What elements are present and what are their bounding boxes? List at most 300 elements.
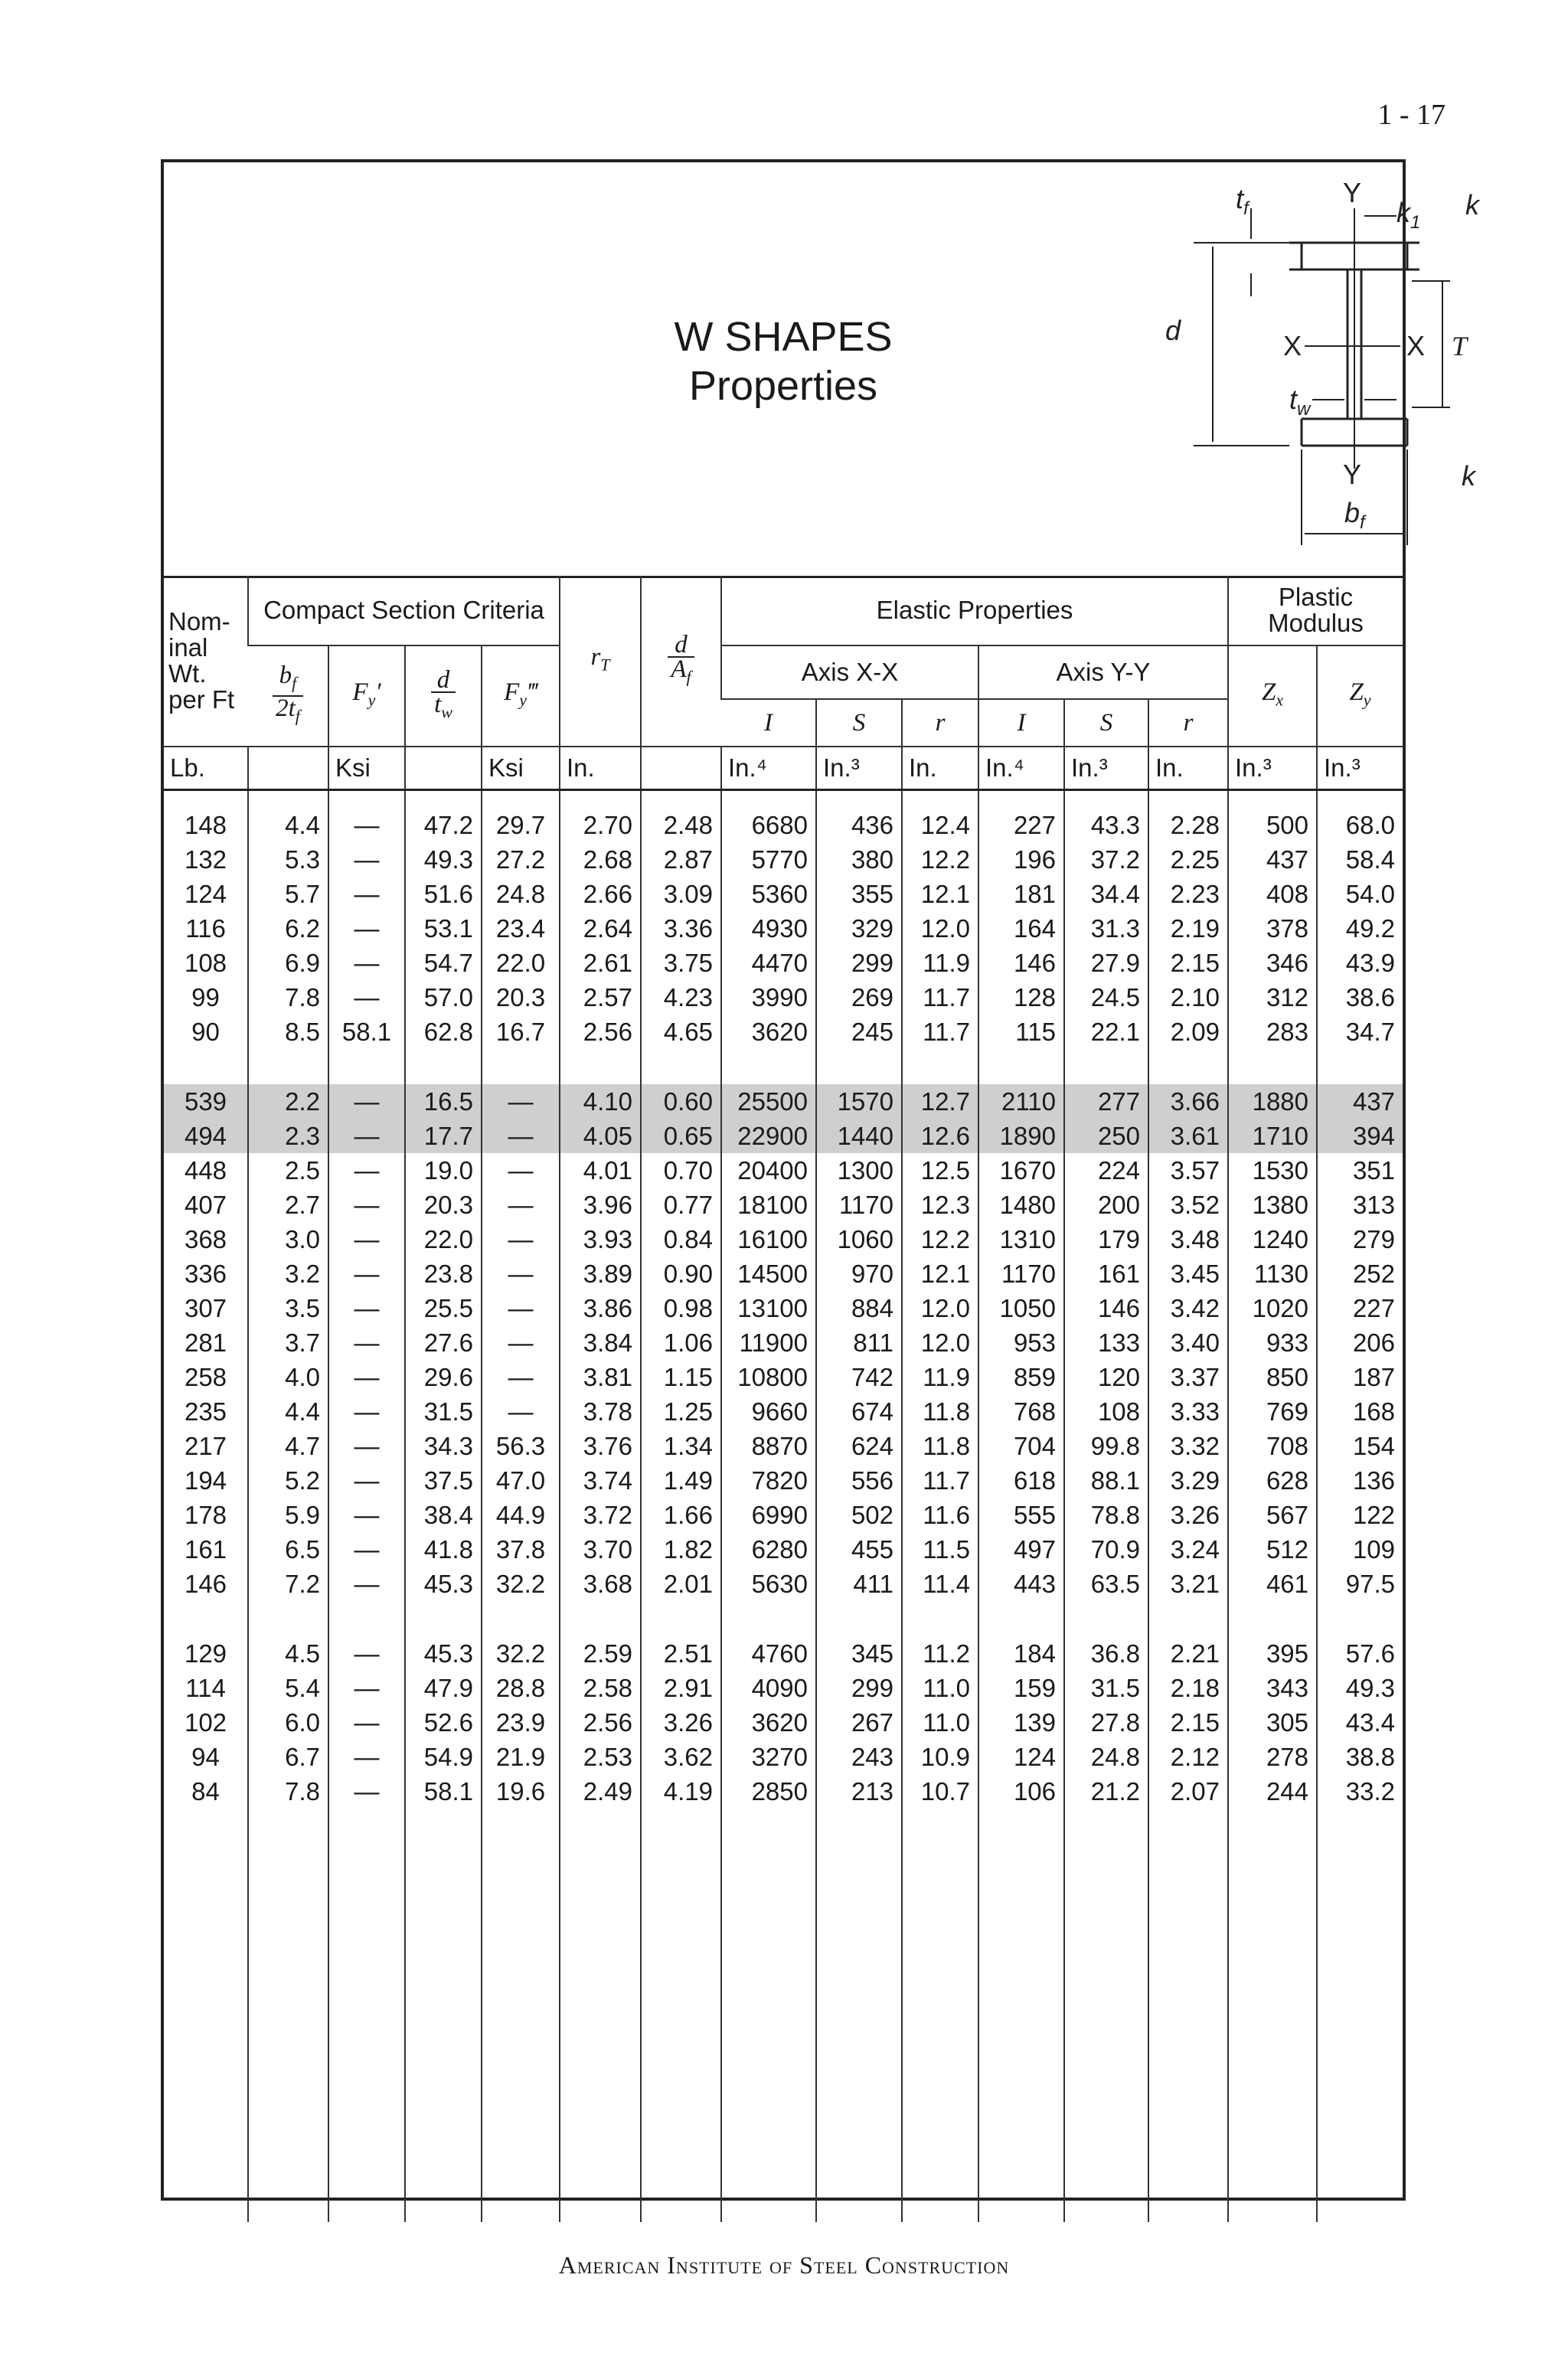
table-cell: 2.56 (560, 1015, 641, 1049)
table-cell: — (328, 1671, 405, 1705)
page-number: 1 - 17 (1377, 99, 1446, 131)
table-cell: 18100 (721, 1188, 816, 1222)
table-cell: 78.8 (1064, 1498, 1148, 1532)
table-cell: 179 (1064, 1222, 1148, 1257)
table-cell: 269 (816, 980, 902, 1015)
table-cell: 146 (978, 946, 1064, 980)
table-cell: 8870 (721, 1429, 816, 1463)
table-cell: 3.78 (560, 1394, 641, 1429)
table-cell: 3.61 (1148, 1119, 1228, 1153)
table-cell: 2.3 (248, 1119, 328, 1153)
table-cell: — (482, 1188, 560, 1222)
table-cell: 500 (1228, 790, 1317, 843)
table-row (164, 1084, 1403, 1119)
table-cell: 38.8 (1317, 1740, 1403, 1774)
table-cell: 2.87 (641, 842, 721, 877)
table-cell: — (328, 877, 405, 911)
table-cell: 27.8 (1064, 1705, 1148, 1740)
table-cell: 99 (191, 982, 220, 1011)
table-cell: 1.25 (641, 1394, 721, 1429)
table-cell: 1.49 (641, 1463, 721, 1498)
table-cell: — (482, 1153, 560, 1188)
table-cell: 148 (184, 810, 227, 839)
table-cell: 7.2 (248, 1567, 328, 1601)
table-cell: 235 (184, 1397, 227, 1426)
table-cell: 408 (1228, 877, 1317, 911)
table-cell: 555 (978, 1498, 1064, 1532)
table-row (164, 1705, 1403, 1740)
table-cell: 624 (816, 1429, 902, 1463)
table-cell: 12.7 (902, 1084, 978, 1119)
table-cell: 312 (1228, 980, 1317, 1015)
table-cell: 90 (191, 1017, 220, 1046)
table-cell: 2.09 (1148, 1015, 1228, 1049)
table-cell: — (328, 1084, 405, 1119)
table-cell: 58.1 (328, 1015, 405, 1049)
table-cell: 3.42 (1148, 1291, 1228, 1325)
w-shape-section-diagram (983, 162, 1479, 576)
table-cell: 4.65 (641, 1015, 721, 1049)
table-cell: 299 (816, 1671, 902, 1705)
table-cell: 3.0 (248, 1222, 328, 1257)
fy-triple-prime-header: $F_y‴$ (482, 645, 560, 747)
table-cell: 6280 (721, 1532, 816, 1567)
table-cell: 2.18 (1148, 1671, 1228, 1705)
table-cell: 224 (1064, 1153, 1148, 1188)
table-cell: 12.4 (902, 790, 978, 843)
table-cell: 37.5 (405, 1463, 482, 1498)
table-cell: 43.3 (1064, 790, 1148, 843)
table-cell: 1.82 (641, 1532, 721, 1567)
table-cell: 58.4 (1317, 842, 1403, 877)
table-cell: 2.01 (641, 1567, 721, 1601)
table-cell: 213 (816, 1774, 902, 1809)
table-cell: — (482, 1360, 560, 1394)
x-label-right: X (1406, 330, 1426, 361)
table-cell: 1060 (816, 1222, 902, 1257)
table-cell: 56.3 (482, 1429, 560, 1463)
table-cell: 618 (978, 1463, 1064, 1498)
table-cell: 283 (1228, 1015, 1317, 1049)
table-cell: 17.7 (405, 1119, 482, 1153)
table-cell: 3.93 (560, 1222, 641, 1257)
table-cell: 411 (816, 1567, 902, 1601)
table-cell: — (482, 1394, 560, 1429)
table-cell: — (328, 946, 405, 980)
table-cell: 351 (1317, 1153, 1403, 1188)
table-cell: 708 (1228, 1429, 1317, 1463)
table-cell: 168 (1317, 1394, 1403, 1429)
table-cell: 12.3 (902, 1188, 978, 1222)
table-cell: 21.2 (1064, 1774, 1148, 1809)
table-cell: 3.74 (560, 1463, 641, 1498)
table-cell: 4470 (721, 946, 816, 980)
table-cell: 49.2 (1317, 911, 1403, 946)
header-row-1 (164, 576, 1403, 645)
table-cell: 12.0 (902, 911, 978, 946)
table-cell: 129 (184, 1639, 227, 1668)
table-row (164, 1740, 1403, 1774)
table-cell: 345 (816, 1636, 902, 1671)
table-cell: 11.7 (902, 1015, 978, 1049)
table-cell: 34.3 (405, 1429, 482, 1463)
nominal-weight-header: Nom- inal Wt. per Ft (164, 576, 248, 747)
table-cell: — (328, 1740, 405, 1774)
table-cell: 6680 (721, 790, 816, 843)
table-cell: 3.21 (1148, 1567, 1228, 1601)
table-cell: 11900 (721, 1325, 816, 1360)
table-cell: 94 (191, 1742, 220, 1771)
table-cell: 36.8 (1064, 1636, 1148, 1671)
unit-cell: In.⁴ (721, 747, 816, 790)
sx-header: S (816, 699, 902, 747)
table-cell: 34.7 (1317, 1015, 1403, 1049)
table-row (164, 1119, 1403, 1153)
table-cell: 2.57 (560, 980, 641, 1015)
table-cell: 49.3 (405, 842, 482, 877)
table-cell: 45.3 (405, 1567, 482, 1601)
group-separator (164, 1049, 1403, 1084)
table-cell: — (328, 1532, 405, 1567)
header-row-2 (164, 645, 1403, 699)
table-cell: 3.5 (248, 1291, 328, 1325)
table-cell: 2850 (721, 1774, 816, 1809)
table-cell: 4.4 (248, 1394, 328, 1429)
table-cell: 5360 (721, 877, 816, 911)
table-cell: 3.75 (641, 946, 721, 980)
table-cell: 88.1 (1064, 1463, 1148, 1498)
table-cell: — (482, 1325, 560, 1360)
table-cell: 5630 (721, 1567, 816, 1601)
table-cell: — (328, 911, 405, 946)
table-cell: 133 (1064, 1325, 1148, 1360)
tw-label: $t_w$ (1289, 384, 1311, 420)
table-cell: 16.7 (482, 1015, 560, 1049)
table-cell: 11.2 (902, 1636, 978, 1671)
table-cell: — (328, 1394, 405, 1429)
table-cell: 47.0 (482, 1463, 560, 1498)
table-cell: 51.6 (405, 877, 482, 911)
y-label-bottom: Y (1343, 459, 1362, 490)
table-cell: 4760 (721, 1636, 816, 1671)
table-row (164, 1222, 1403, 1257)
table-cell: 2.2 (248, 1084, 328, 1119)
table-cell: 227 (1317, 1291, 1403, 1325)
unit-cell: In. (902, 747, 978, 790)
table-cell: 19.6 (482, 1774, 560, 1809)
table-cell: 11.7 (902, 1463, 978, 1498)
table-cell: 0.90 (641, 1257, 721, 1291)
table-cell: 243 (816, 1740, 902, 1774)
table-cell: 4.0 (248, 1360, 328, 1394)
table-cell: 27.2 (482, 842, 560, 877)
table-cell: 1050 (978, 1291, 1064, 1325)
table-cell: 1890 (978, 1119, 1064, 1153)
table-cell: — (328, 1774, 405, 1809)
axis-yy-header: Axis Y-Y (978, 645, 1228, 699)
unit-cell: In.³ (1064, 747, 1148, 790)
table-cell: 34.4 (1064, 877, 1148, 911)
table-cell: 704 (978, 1429, 1064, 1463)
table-cell: — (328, 1325, 405, 1360)
table-cell: 2.10 (1148, 980, 1228, 1015)
table-cell: 10.9 (902, 1740, 978, 1774)
table-cell: 769 (1228, 1394, 1317, 1429)
table-cell: 47.9 (405, 1671, 482, 1705)
table-row (164, 1394, 1403, 1429)
table-cell: 0.65 (641, 1119, 721, 1153)
table-cell: 258 (184, 1362, 227, 1391)
table-cell: 2.49 (560, 1774, 641, 1809)
table-cell: 57.0 (405, 980, 482, 1015)
table-cell: 5.2 (248, 1463, 328, 1498)
table-cell: 196 (978, 842, 1064, 877)
table-cell: 2.91 (641, 1671, 721, 1705)
table-cell: 25500 (721, 1084, 816, 1119)
axis-xx-header: Axis X-X (721, 645, 978, 699)
table-cell: 281 (184, 1328, 227, 1357)
table-cell: 37.2 (1064, 842, 1148, 877)
table-cell: — (482, 1084, 560, 1119)
table-cell: 455 (816, 1532, 902, 1567)
table-cell: 2.5 (248, 1153, 328, 1188)
table-cell: 2.70 (560, 790, 641, 843)
table-cell: 178 (184, 1500, 227, 1529)
table-cell: 1710 (1228, 1119, 1317, 1153)
table-cell: 6.9 (248, 946, 328, 980)
table-cell: — (328, 1222, 405, 1257)
table-cell: 1130 (1228, 1257, 1317, 1291)
table-cell: — (328, 980, 405, 1015)
compact-section-criteria-header: Compact Section Criteria (248, 576, 560, 645)
table-cell: 7820 (721, 1463, 816, 1498)
table-cell: 278 (1228, 1740, 1317, 1774)
table-cell: 11.8 (902, 1429, 978, 1463)
table-cell: 267 (816, 1705, 902, 1740)
table-cell: 0.70 (641, 1153, 721, 1188)
table-cell: 0.60 (641, 1084, 721, 1119)
table-cell: — (328, 1257, 405, 1291)
table-cell: 122 (1317, 1498, 1403, 1532)
table-cell: 12.0 (902, 1291, 978, 1325)
table-cell: 164 (978, 911, 1064, 946)
table-cell: 933 (1228, 1325, 1317, 1360)
table-row (164, 1257, 1403, 1291)
table-cell: 3.29 (1148, 1463, 1228, 1498)
table-cell: 31.5 (405, 1394, 482, 1429)
table-cell: 16100 (721, 1222, 816, 1257)
table-cell: 4.05 (560, 1119, 641, 1153)
iy-header: I (978, 699, 1064, 747)
table-cell: 3.24 (1148, 1532, 1228, 1567)
table-cell: 5.7 (248, 877, 328, 911)
table-cell: 1570 (816, 1084, 902, 1119)
table-cell: 6.7 (248, 1740, 328, 1774)
table-cell: 1020 (1228, 1291, 1317, 1325)
plastic-modulus-header: Plastic Modulus (1228, 576, 1403, 645)
table-cell: 245 (816, 1015, 902, 1049)
table-cell: — (482, 1119, 560, 1153)
table-cell: 3.40 (1148, 1325, 1228, 1360)
table-cell: 539 (164, 1084, 248, 1119)
table-cell: 23.8 (405, 1257, 482, 1291)
table-cell: 380 (816, 842, 902, 877)
table-cell: 6990 (721, 1498, 816, 1532)
table-cell: 244 (1228, 1774, 1317, 1809)
table-cell: 3.09 (641, 877, 721, 911)
table-cell: 11.4 (902, 1567, 978, 1601)
table-cell: 3.57 (1148, 1153, 1228, 1188)
table-row (164, 1153, 1403, 1188)
table-cell: 313 (1317, 1188, 1403, 1222)
table-cell: 1530 (1228, 1153, 1317, 1188)
zy-header: $Z_y$ (1317, 645, 1403, 747)
y-label-top: Y (1343, 177, 1362, 208)
table-cell: 1240 (1228, 1222, 1317, 1257)
table-cell: 3.48 (1148, 1222, 1228, 1257)
table-cell: 4.19 (641, 1774, 721, 1809)
w-shapes-properties-table (164, 576, 1403, 2222)
table-cell: 1480 (978, 1188, 1064, 1222)
table-cell: 4.4 (248, 790, 328, 843)
table-cell: 3990 (721, 980, 816, 1015)
table-cell: 124 (184, 879, 227, 908)
table-cell: 3.45 (1148, 1257, 1228, 1291)
table-cell: 29.6 (405, 1360, 482, 1394)
table-cell: 4.10 (560, 1084, 641, 1119)
table-cell: 187 (1317, 1360, 1403, 1394)
table-cell: 24.8 (482, 877, 560, 911)
ry-header: r (1148, 699, 1228, 747)
table-cell: 1170 (978, 1257, 1064, 1291)
table-row (164, 1291, 1403, 1325)
table-cell: — (328, 790, 405, 843)
table-cell: 2.12 (1148, 1740, 1228, 1774)
table-row (164, 790, 1403, 843)
table-cell: 5770 (721, 842, 816, 877)
table-cell: — (328, 1188, 405, 1222)
table-cell: 279 (1317, 1222, 1403, 1257)
table-cell: 52.6 (405, 1705, 482, 1740)
table-row (164, 911, 1403, 946)
table-cell: 3.26 (1148, 1498, 1228, 1532)
table-cell: — (328, 1705, 405, 1740)
table-cell: 11.5 (902, 1532, 978, 1567)
table-row (164, 1463, 1403, 1498)
table-row (164, 980, 1403, 1015)
table-cell: 31.3 (1064, 911, 1148, 946)
table-cell: 154 (1317, 1429, 1403, 1463)
table-cell: 28.8 (482, 1671, 560, 1705)
table-cell: 3620 (721, 1705, 816, 1740)
table-cell: 3.52 (1148, 1188, 1228, 1222)
table-cell: 1440 (816, 1119, 902, 1153)
table-cell: 2.58 (560, 1671, 641, 1705)
table-cell: 47.2 (405, 790, 482, 843)
table-cell: 461 (1228, 1567, 1317, 1601)
table-cell: 44.9 (482, 1498, 560, 1532)
table-cell: 200 (1064, 1188, 1148, 1222)
table-cell: 3.2 (248, 1257, 328, 1291)
table-cell: 6.2 (248, 911, 328, 946)
table-cell: 12.1 (902, 1257, 978, 1291)
table-cell: 494 (164, 1119, 248, 1153)
bf-label: $b_f$ (1344, 497, 1365, 533)
table-cell: 5.3 (248, 842, 328, 877)
table-cell: 13100 (721, 1291, 816, 1325)
table-cell: 329 (816, 911, 902, 946)
table-cell: 567 (1228, 1498, 1317, 1532)
table-cell: 2.59 (560, 1636, 641, 1671)
table-cell: 22.0 (405, 1222, 482, 1257)
unit-cell: In. (560, 747, 641, 790)
table-cell: 139 (978, 1705, 1064, 1740)
table-cell: 38.4 (405, 1498, 482, 1532)
unit-cell: Lb. (164, 747, 248, 790)
table-cell: 14500 (721, 1257, 816, 1291)
table-cell: 2.15 (1148, 1705, 1228, 1740)
tf-label: $t_f$ (1236, 183, 1249, 219)
table-cell: 108 (1064, 1394, 1148, 1429)
table-cell: 128 (978, 980, 1064, 1015)
table-cell: — (482, 1291, 560, 1325)
table-cell: 850 (1228, 1360, 1317, 1394)
table-row (164, 1325, 1403, 1360)
table-cell: — (328, 842, 405, 877)
table-cell: 146 (1064, 1291, 1148, 1325)
table-cell: 3.89 (560, 1257, 641, 1291)
table-cell: 99.8 (1064, 1429, 1148, 1463)
table-cell: 136 (1317, 1463, 1403, 1498)
table-cell: 512 (1228, 1532, 1317, 1567)
table-cell: 1.66 (641, 1498, 721, 1532)
table-row (164, 1429, 1403, 1463)
k1-label: $k_1$ (1396, 197, 1421, 233)
table-cell: 0.77 (641, 1188, 721, 1222)
table-cell: 2.07 (1148, 1774, 1228, 1809)
table-cell: 2.53 (560, 1740, 641, 1774)
table-cell: 146 (184, 1569, 227, 1598)
table-cell: 953 (978, 1325, 1064, 1360)
table-cell: 305 (1228, 1705, 1317, 1740)
table-cell: 20400 (721, 1153, 816, 1188)
table-cell: 3270 (721, 1740, 816, 1774)
unit-cell: In. (1148, 747, 1228, 790)
table-cell: 11.0 (902, 1671, 978, 1705)
table-cell: 161 (1064, 1257, 1148, 1291)
table-cell: 4930 (721, 911, 816, 946)
table-cell: 54.0 (1317, 877, 1403, 911)
table-row (164, 1015, 1403, 1049)
table-cell: 2110 (978, 1084, 1064, 1119)
table-cell: 299 (816, 946, 902, 980)
units-row (164, 747, 1403, 790)
table-cell: 970 (816, 1257, 902, 1291)
table-cell: 10.7 (902, 1774, 978, 1809)
unit-cell: In.³ (1317, 747, 1403, 790)
table-cell: 12.0 (902, 1325, 978, 1360)
table-cell: 22.1 (1064, 1015, 1148, 1049)
table-cell: 4.5 (248, 1636, 328, 1671)
table-cell: 11.0 (902, 1705, 978, 1740)
table-cell: 1170 (816, 1188, 902, 1222)
table-cell: 38.6 (1317, 980, 1403, 1015)
table-cell: 24.8 (1064, 1740, 1148, 1774)
table-cell: 556 (816, 1463, 902, 1498)
table-cell: 108 (184, 948, 227, 977)
table-cell: 3620 (721, 1015, 816, 1049)
elastic-properties-header: Elastic Properties (721, 576, 1228, 645)
